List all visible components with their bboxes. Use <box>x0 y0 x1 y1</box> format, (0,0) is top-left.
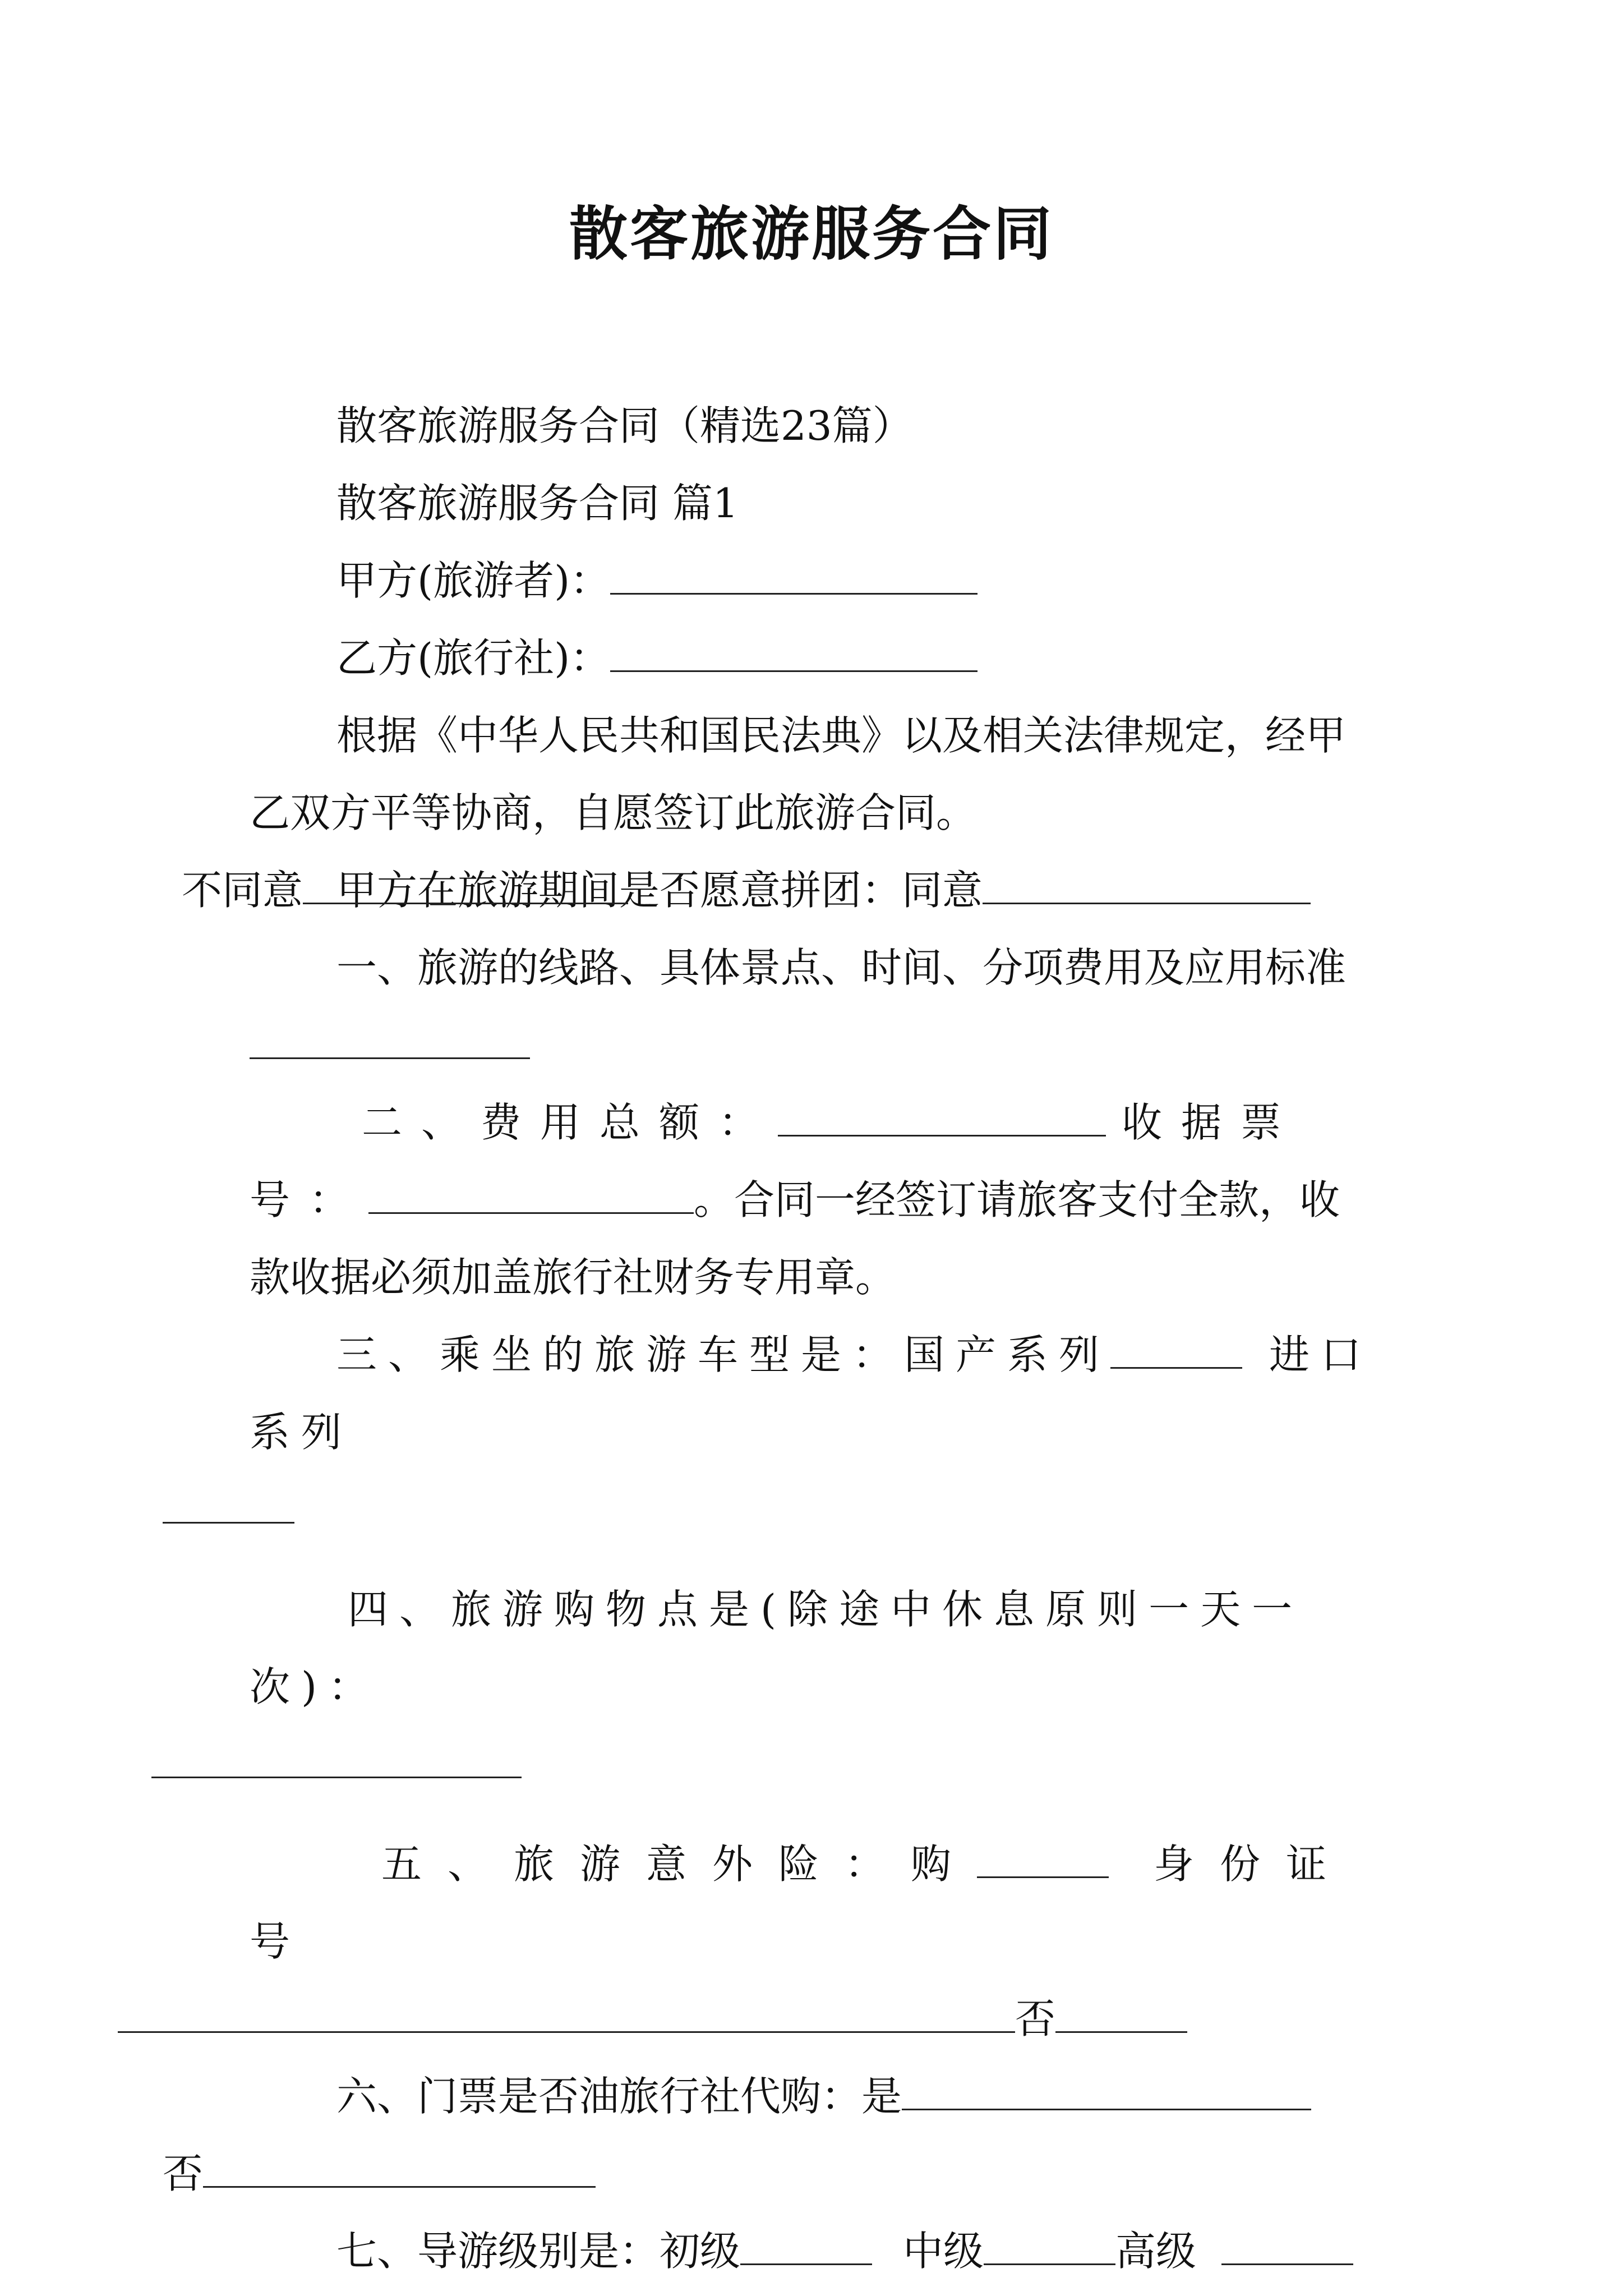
item-3-import-label: 进口系列 <box>250 1331 1373 1456</box>
group-agree-label: 甲方在旅游期间是否愿意拼团：同意 <box>336 867 983 914</box>
item-3-domestic-blank <box>1110 1319 1242 1369</box>
group-disagree-blank <box>303 854 628 904</box>
item-7 <box>250 2212 1378 2290</box>
item-2-receipt-label: 收据票号： <box>250 1099 1301 1223</box>
item-5-id-label: 身份证号 <box>250 1841 1353 1965</box>
item-4-blank <box>151 1728 522 1778</box>
subtitle-line: 散客旅游服务合同（精选23篇） <box>336 402 913 449</box>
item-2-total-blank <box>778 1087 1106 1137</box>
item-4-text: 四、旅游购物点是(除途中休息原则一天一次)： <box>250 1586 1304 1710</box>
item-7-senior-label: 高级 <box>1115 2228 1197 2275</box>
item-1-text: 一、旅游的线路、具体景点、时间、分项费用及应用标准 <box>336 944 1347 991</box>
item-3 <box>250 1316 1378 1548</box>
item-6 <box>163 2058 1378 2212</box>
party-a-blank <box>610 545 978 595</box>
party-b-line <box>250 619 1378 697</box>
item-3-import-blank <box>163 1474 294 1524</box>
item-3-domestic-label: 三、乘坐的旅游车型是：国产系列 <box>336 1331 1111 1378</box>
item-5-buy-blank <box>977 1828 1109 1878</box>
section-heading: 散客旅游服务合同 篇1 <box>336 480 739 527</box>
item-7-junior-blank <box>740 2215 872 2265</box>
item-6-yes-blank <box>902 2060 1311 2110</box>
item-4 <box>250 1571 1378 1803</box>
item-5-id-blank <box>118 1983 1015 2033</box>
document-title: 散客旅游服务合同 <box>569 199 1054 268</box>
item-7-senior-blank <box>1221 2215 1353 2265</box>
party-a-label: 甲方(旅游者)： <box>336 557 611 604</box>
group-disagree-label: 不同意 <box>182 867 303 914</box>
item-7-junior-label: 七、导游级别是：初级 <box>336 2228 741 2275</box>
item-5-buy-label: 五、旅游意外险：购 <box>381 1841 978 1888</box>
item-6-no-blank <box>203 2138 596 2188</box>
item-6-yes-label: 六、门票是否油旅行社代购：是 <box>336 2073 902 2120</box>
item-6-no-label: 否 <box>163 2150 204 2197</box>
item-1-blank <box>250 1009 530 1059</box>
item-2-total-label: 二、费用总额： <box>362 1099 778 1146</box>
item-2 <box>250 1084 1378 1316</box>
document-body <box>163 387 1378 2290</box>
item-5 <box>250 1825 1378 2058</box>
item-7-middle-blank <box>984 2215 1115 2265</box>
item-1 <box>250 929 1378 1084</box>
item-7-middle-label: 中级 <box>903 2228 984 2275</box>
party-b-label: 乙方(旅行社)： <box>336 634 611 682</box>
group-question <box>182 852 1378 929</box>
item-2-note: 。合同一经签订请旅客支付全款，收款收据必须加盖旅行社财务专用章。 <box>250 1176 1340 1301</box>
group-agree-blank <box>983 854 1311 904</box>
party-b-blank <box>610 622 978 672</box>
item-5-no-blank <box>1055 1983 1187 2033</box>
party-a-line <box>250 542 1378 619</box>
item-2-receipt-blank <box>368 1164 694 1214</box>
item-5-no-label: 否 <box>1015 1995 1056 2042</box>
basis-paragraph: 根据《中华人民共和国民法典》以及相关法律规定，经甲乙双方平等协商，自愿签订此旅游合同。 <box>250 712 1347 836</box>
